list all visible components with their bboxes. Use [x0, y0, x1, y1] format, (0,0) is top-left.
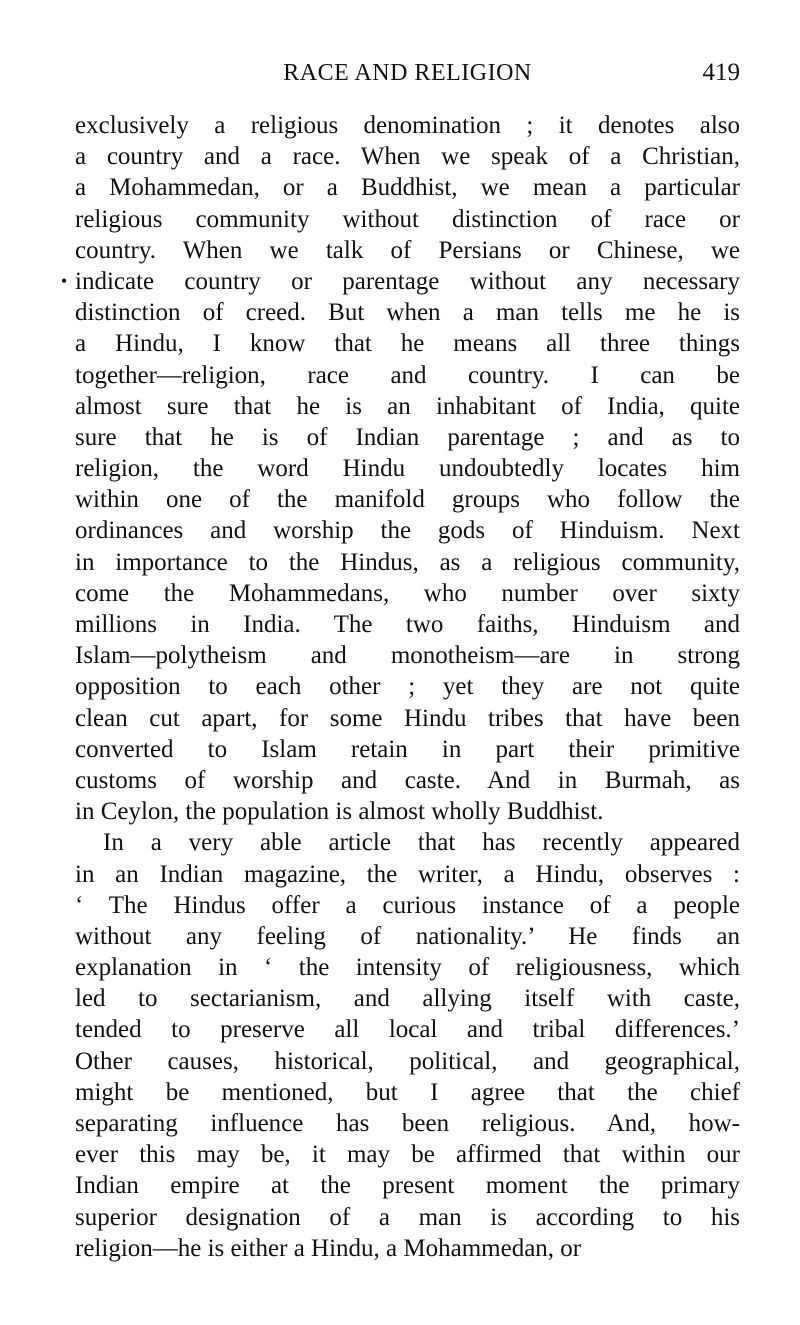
- text-line: a Mohammedan, or a Buddhist, we mean a particular: [75, 174, 740, 202]
- text-line: superior designation of a man is according to his: [75, 1203, 740, 1231]
- text-line: ever this may be, it may be affirmed that within our: [75, 1141, 740, 1169]
- text-line: In a very able article that has recently appeared: [103, 829, 740, 857]
- paragraphs: [75, 110, 740, 1264]
- text-line: in importance to the Hindus, as a religious community,: [75, 548, 740, 576]
- text-line: within one of the manifold groups who follow the: [75, 486, 740, 514]
- text-line: religion, the word Hindu undoubtedly locates him: [75, 455, 740, 483]
- text-line: exclusively a religious denomination ; it denotes also: [75, 112, 740, 139]
- text-line: tended to preserve all local and tribal differences.’: [75, 1016, 740, 1044]
- page-number: 419: [702, 59, 740, 86]
- text-line: converted to Islam retain in part their primitive: [75, 735, 740, 763]
- text-line: almost sure that he is an inhabitant of India, quite: [75, 392, 740, 420]
- text-line: led to sectarianism, and allying itself with caste,: [75, 985, 740, 1013]
- text-line: Other causes, historical, political, and geographical,: [75, 1047, 740, 1075]
- text-line: a Hindu, I know that he means all three things: [75, 330, 740, 358]
- text-line: millions in India. The two faiths, Hinduism and: [75, 611, 740, 638]
- text-line: without any feeling of nationality.’ He finds an: [75, 922, 740, 950]
- text-line: in Ceylon, the population is almost wholly Buddhist.: [75, 798, 604, 826]
- paragraph: [75, 827, 740, 1264]
- text-line: distinction of creed. But when a man tells me he is: [75, 299, 740, 327]
- text-line: religion—he is either a Hindu, a Mohammedan, or: [75, 1234, 582, 1262]
- running-head: [75, 56, 740, 90]
- text-line: indicate country or parentage without any necessary: [75, 267, 740, 295]
- text-line: explanation in ‘ the intensity of religiousness, which: [75, 954, 740, 982]
- paragraph: [75, 110, 740, 827]
- text-line: in an Indian magazine, the writer, a Hindu, observes :: [75, 860, 740, 888]
- text-line: opposition to each other ; yet they are not quite: [75, 673, 740, 701]
- text-line: a country and a race. When we speak of a Christian,: [75, 143, 740, 171]
- text-line: sure that he is of Indian parentage ; and as to: [75, 423, 740, 451]
- text-line: clean cut apart, for some Hindu tribes that have been: [75, 704, 740, 732]
- text-line: country. When we talk of Persians or Chinese, we: [75, 236, 740, 264]
- margin-mark: •: [60, 271, 68, 291]
- text-line: religious community without distinction of race or: [75, 205, 740, 233]
- text-line: ‘ The Hindus offer a curious instance of a people: [75, 891, 740, 919]
- text-line: Indian empire at the present moment the primary: [75, 1172, 740, 1200]
- text-line: together—religion, race and country. I can be: [75, 361, 740, 389]
- text-line: separating influence has been religious. And, how-: [75, 1110, 740, 1137]
- text-line: ordinances and worship the gods of Hinduism. Next: [75, 517, 740, 545]
- text-line: might be mentioned, but I agree that the chief: [75, 1078, 740, 1106]
- running-title: RACE AND RELIGION: [283, 60, 532, 86]
- text-line: Islam—polytheism and monotheism—are in strong: [75, 642, 740, 670]
- text-line: customs of worship and caste. And in Burmah, as: [75, 766, 740, 794]
- body-text: [60, 110, 740, 1264]
- text-line: come the Mohammedans, who number over sixty: [75, 579, 740, 607]
